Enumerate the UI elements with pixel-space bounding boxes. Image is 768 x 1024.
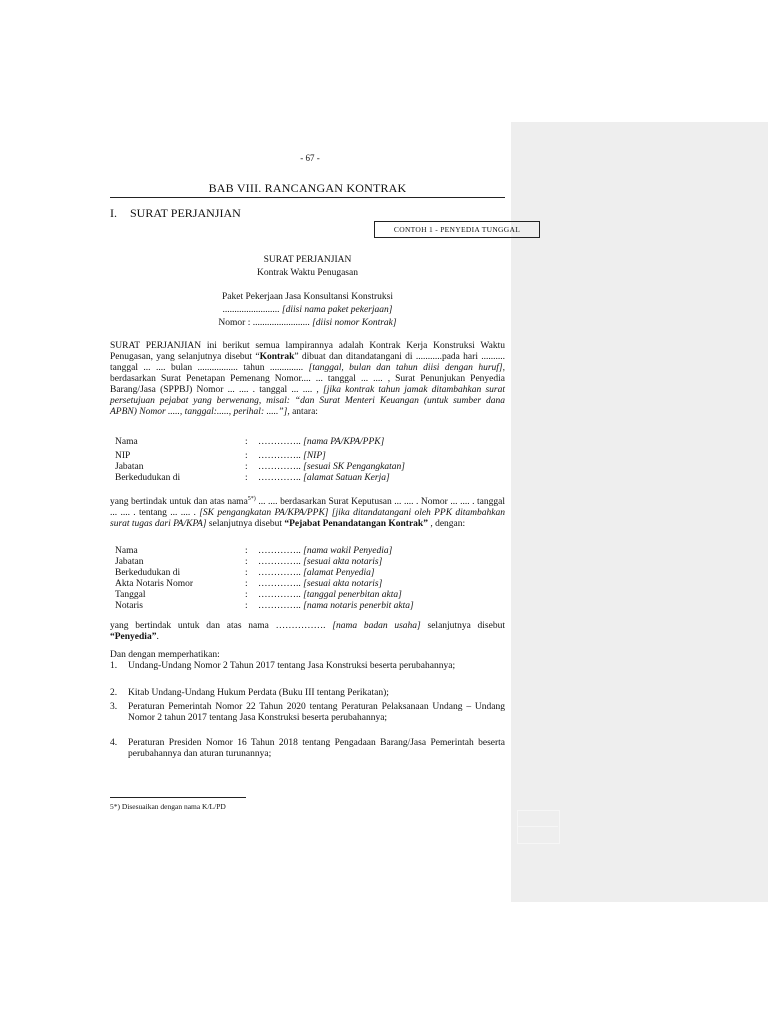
field-colon: : [245,590,248,600]
field-dots: ………….. [258,462,301,472]
party1-paragraph [110,494,505,530]
intro-italic-2: [jika kontrak tahun jamak ditambahkan surat persetujuan pejabat yang berwenang, misal: “dan Surat Menteri Keuangan (untuk sumber dana APBN) Nomor ....., tanggal:....., perihal: .....”] [110,385,505,417]
intro-bold-kontrak: Kontrak [259,352,295,362]
field-label: NIP [115,451,131,461]
field-dots: ………….. [258,579,301,589]
field-label: Berkedudukan di [115,568,181,578]
party2-bold-role: “Penyedia” [110,632,157,642]
field-colon: : [245,451,248,461]
field-label: Berkedudukan di [115,473,181,483]
page-number: - 67 - [300,153,320,163]
field-label: Nama [115,437,138,447]
package-name-dots: ........................ [222,305,280,315]
section-title: SURAT PERJANJIAN [130,206,241,220]
list-item-text: Undang-Undang Nomor 2 Tahun 2017 tentang Jasa Konstruksi beserta perubahannya; [128,661,456,671]
contract-number-line [110,318,505,328]
party2-paragraph [110,621,505,643]
intro-text-3: , berdasarkan Surat Penetapan Pemenang Nomor.... ... tanggal ... .... , Surat Penunjukan Penyedia Barang/Jasa (SPPBJ) Nomor ... .... . tanggal ... .... , [110,363,505,395]
package-name-note: [diisi nama paket pekerjaan] [281,305,393,315]
field-colon: : [245,579,248,589]
party1-bold-role: “Pejabat Penandatangan Kontrak” [284,519,428,530]
field-value [258,568,375,578]
doc-title: SURAT PERJANJIAN [263,255,352,265]
field-label: Jabatan [115,557,144,567]
field-colon: : [245,568,248,578]
field-value [258,601,414,611]
field-colon: : [245,473,248,483]
field-dots: ………….. [258,557,301,567]
intro-text-1: SURAT PERJANJIAN ini berikut semua lampirannya adalah Kontrak Kerja Konstruksi Waktu Penugasan, yang selanjutnya disebut “ [110,341,505,362]
field-colon: : [245,462,248,472]
field-value [258,579,382,589]
chapter-rule [110,197,505,198]
contract-number-note: [diisi nomor Kontrak] [312,318,397,328]
field-value [258,437,384,447]
list-item-number: 1. [110,661,118,671]
list-item-number: 2. [110,688,118,698]
field-note: [sesuai akta notaris] [303,579,383,589]
party1-text-4: , dengan: [427,519,466,530]
field-colon: : [245,601,248,611]
field-value [258,462,405,472]
field-note: [nama notaris penerbit akta] [303,601,414,611]
list-item [110,738,505,760]
field-value [258,451,326,461]
field-note: [alamat Penyedia] [303,568,375,578]
field-label: Akta Notaris Nomor [115,579,194,589]
contract-number-dots: : ........................ [247,318,310,328]
field-colon: : [245,557,248,567]
considering-intro: Dan dengan memperhatikan: [110,650,220,660]
field-note: [nama PA/KPA/PPK] [303,437,385,447]
list-item [110,702,505,724]
chapter-title: BAB VIII. RANCANGAN KONTRAK [208,181,407,195]
field-label: Nama [115,546,138,556]
field-value [258,590,402,600]
list-item [110,688,505,699]
field-note: [nama wakil Penyedia] [303,546,393,556]
field-note: [sesuai SK Pengangkatan] [303,462,405,472]
field-note: [sesuai akta notaris] [303,557,383,567]
list-item-text: Peraturan Pemerintah Nomor 22 Tahun 2020 tentang Peraturan Pelaksanaan Undang – Undang Nomor 2 tahun 2017 tentang Jasa Konstruksi beserta perubahannya; [128,702,505,723]
intro-text-4: , antara: [287,407,318,417]
section-number: I. [110,206,117,220]
example-label-box: CONTOH 1 - PENYEDIA TUNGGAL [374,221,540,238]
field-dots: ………….. [258,546,301,556]
field-dots: ………….. [258,473,301,483]
package-name-line [110,305,505,315]
party1-text-3: selanjutnya disebut [206,519,285,530]
party1-italic: [SK pengangkatan PA/KPA/PPK] [jika ditandatangani oleh PPK ditambahkan surat tugas dari PA/KPA] [110,508,505,530]
field-dots: ………….. [258,568,301,578]
party2-text-3: . [156,632,159,642]
intro-text-2: ” dibuat dan ditandatangani di ...........pada hari .......... tanggal ... .... bulan ................. tahun .............. [110,352,505,373]
package-title: Paket Pekerjaan Jasa Konsultansi Konstruksi [222,292,393,302]
party1-text-1: yang bertindak untuk dan atas nama [110,497,248,508]
field-colon: : [245,437,248,447]
field-value [258,473,390,483]
intro-paragraph [110,341,505,418]
list-item-number: 3. [110,702,118,712]
field-value [258,557,382,567]
section-heading [110,206,241,221]
footnote: 5*) Disesuaikan dengan nama K/L/PD [110,802,226,811]
field-note: [alamat Satuan Kerja] [303,473,390,483]
party2-text-1: yang bertindak untuk dan atas nama ……………. [110,621,333,631]
list-item-text: Kitab Undang-Undang Hukum Perdata (Buku III tentang Perikatan); [128,688,389,698]
footnote-ref: 5*) [247,496,256,502]
field-note: [tanggal penerbitan akta] [303,590,402,600]
ghost-table-divider [517,826,558,843]
list-item [110,661,505,672]
field-note: [NIP] [303,451,326,461]
field-dots: ………….. [258,590,301,600]
field-dots: ………….. [258,437,301,447]
list-item-text: Peraturan Presiden Nomor 16 Tahun 2018 tentang Pengadaan Barang/Jasa Pemerintah beserta perubahannya dan aturan turunannya; [128,738,505,759]
field-label: Tanggal [115,590,146,600]
footnote-rule [110,797,246,798]
comment-pane [511,122,768,902]
field-colon: : [245,546,248,556]
contract-number-label: Nomor [218,318,246,328]
party1-text-2: ... .... berdasarkan Surat Keputusan ... .... . Nomor ... .... . tanggal ... .... . tentang ... .... . [110,497,506,519]
field-label: Notaris [115,601,143,611]
field-dots: ………….. [258,601,301,611]
party2-italic: [nama badan usaha] [332,621,421,631]
doc-subtitle: Kontrak Waktu Penugasan [257,268,358,278]
field-label: Jabatan [115,462,144,472]
field-dots: ………….. [258,451,301,461]
party2-text-2: selanjutnya disebut [420,621,505,631]
list-item-number: 4. [110,738,118,748]
intro-italic-1: [tanggal, bulan dan tahun diisi dengan huruf] [308,363,503,373]
field-value [258,546,392,556]
